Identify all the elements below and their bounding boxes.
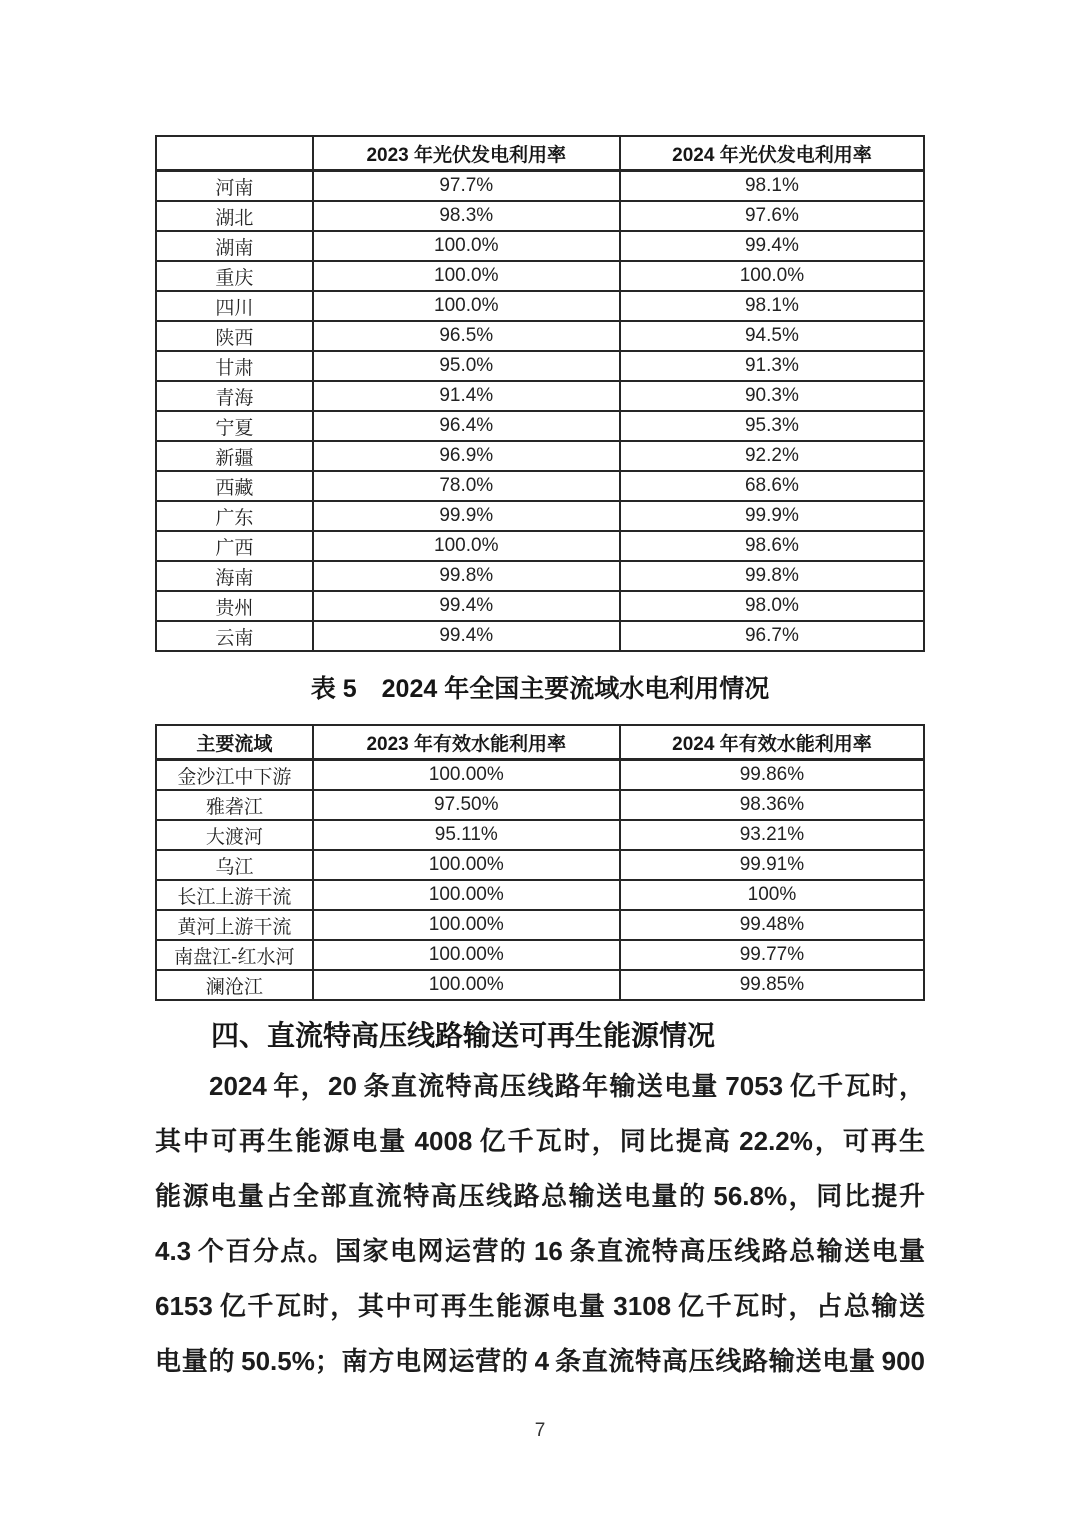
table-row: [156, 591, 924, 621]
table-cell: 长江上游干流: [156, 880, 313, 910]
table-row: [156, 790, 924, 820]
table-cell: 96.4%: [313, 411, 620, 441]
table-cell: 100.00%: [313, 760, 620, 791]
paragraph-line: 2024 年，20 条直流特高压线路年输送电量 7053 亿千瓦时，: [209, 1071, 925, 1101]
table-cell: 重庆: [156, 261, 313, 291]
pv-table-body: [156, 171, 924, 652]
table-cell: 乌江: [156, 850, 313, 880]
table-cell: 95.3%: [620, 411, 924, 441]
table-row: [156, 760, 924, 791]
table-row: [156, 351, 924, 381]
table-cell: 99.48%: [620, 910, 924, 940]
table-cell: 97.6%: [620, 201, 924, 231]
table-row: [156, 561, 924, 591]
table-cell: 100%: [620, 880, 924, 910]
table-row: [156, 531, 924, 561]
table-cell: 99.91%: [620, 850, 924, 880]
table-cell: 98.6%: [620, 531, 924, 561]
table-row: [156, 910, 924, 940]
table-cell: 99.4%: [620, 231, 924, 261]
table-cell: 96.5%: [313, 321, 620, 351]
table-cell: 97.7%: [313, 171, 620, 202]
table-cell: 广西: [156, 531, 313, 561]
table-row: [156, 850, 924, 880]
table5-caption: 表 5 2024 年全国主要流域水电利用情况: [310, 675, 770, 703]
table-cell: 98.1%: [620, 171, 924, 202]
column-header: 主要流域: [156, 725, 313, 760]
table-cell: 宁夏: [156, 411, 313, 441]
column-header: 2023 年有效水能利用率: [313, 725, 620, 760]
table-cell: 98.0%: [620, 591, 924, 621]
table-cell: 78.0%: [313, 471, 620, 501]
hydro-table-header-row: [156, 725, 924, 760]
table-row: [156, 171, 924, 202]
table-row: [156, 201, 924, 231]
table-cell: 陕西: [156, 321, 313, 351]
column-header: [156, 136, 313, 171]
table-row: [156, 880, 924, 910]
column-header: 2024 年有效水能利用率: [620, 725, 924, 760]
table-row: [156, 441, 924, 471]
table-cell: 100.00%: [313, 940, 620, 970]
table-cell: 92.2%: [620, 441, 924, 471]
table-cell: 100.00%: [313, 850, 620, 880]
table-cell: 99.85%: [620, 970, 924, 1000]
hydro-table-body: [156, 760, 924, 1001]
table-cell: 四川: [156, 291, 313, 321]
table-cell: 91.4%: [313, 381, 620, 411]
page-number: 7: [534, 1420, 546, 1441]
table-cell: 河南: [156, 171, 313, 202]
section-heading: 四、直流特高压线路输送可再生能源情况: [211, 1020, 716, 1051]
paragraph-line: 6153 亿千瓦时，其中可再生能源电量 3108 亿千瓦时，占总输送: [155, 1291, 925, 1321]
table-cell: 100.00%: [313, 880, 620, 910]
table-cell: 94.5%: [620, 321, 924, 351]
table-cell: 97.50%: [313, 790, 620, 820]
table-row: [156, 820, 924, 850]
table-row: [156, 621, 924, 651]
table-cell: 100.0%: [313, 291, 620, 321]
table-row: [156, 291, 924, 321]
table-cell: 99.9%: [313, 501, 620, 531]
table-cell: 黄河上游干流: [156, 910, 313, 940]
table-cell: 98.1%: [620, 291, 924, 321]
table-cell: 96.9%: [313, 441, 620, 471]
table-cell: 广东: [156, 501, 313, 531]
paragraph-line: 能源电量占全部直流特高压线路总输送电量的 56.8%，同比提升: [155, 1181, 925, 1211]
table-cell: 甘肃: [156, 351, 313, 381]
hydro-utilization-table: [155, 724, 925, 1001]
table-row: [156, 231, 924, 261]
table-row: [156, 501, 924, 531]
paragraph-line: 其中可再生能源电量 4008 亿千瓦时，同比提高 22.2%，可再生: [155, 1126, 925, 1156]
table-cell: 95.11%: [313, 820, 620, 850]
table-row: [156, 970, 924, 1000]
table-cell: 金沙江中下游: [156, 760, 313, 791]
table-cell: 100.0%: [313, 231, 620, 261]
table-cell: 99.4%: [313, 591, 620, 621]
table-cell: 澜沧江: [156, 970, 313, 1000]
table-cell: 海南: [156, 561, 313, 591]
table-cell: 95.0%: [313, 351, 620, 381]
table-cell: 91.3%: [620, 351, 924, 381]
table-row: [156, 261, 924, 291]
paragraph-line: 4.3 个百分点。国家电网运营的 16 条直流特高压线路总输送电量: [155, 1236, 925, 1266]
table-cell: 99.77%: [620, 940, 924, 970]
table-row: [156, 411, 924, 441]
table-cell: 99.4%: [313, 621, 620, 651]
table-cell: 100.0%: [620, 261, 924, 291]
pv-utilization-table: [155, 135, 925, 652]
table-row: [156, 471, 924, 501]
table-cell: 西藏: [156, 471, 313, 501]
table-cell: 青海: [156, 381, 313, 411]
table-cell: 99.8%: [313, 561, 620, 591]
table-cell: 90.3%: [620, 381, 924, 411]
table-cell: 南盘江-红水河: [156, 940, 313, 970]
table-cell: 96.7%: [620, 621, 924, 651]
table-cell: 93.21%: [620, 820, 924, 850]
table-cell: 100.0%: [313, 261, 620, 291]
table-cell: 98.3%: [313, 201, 620, 231]
table-cell: 湖南: [156, 231, 313, 261]
table-cell: 68.6%: [620, 471, 924, 501]
table-cell: 99.9%: [620, 501, 924, 531]
table-row: [156, 381, 924, 411]
table-cell: 100.00%: [313, 970, 620, 1000]
body-paragraph: [155, 1059, 925, 1389]
table-cell: 云南: [156, 621, 313, 651]
table-cell: 100.0%: [313, 531, 620, 561]
table-cell: 99.8%: [620, 561, 924, 591]
table-row: [156, 940, 924, 970]
pv-table-header-row: [156, 136, 924, 171]
table-cell: 贵州: [156, 591, 313, 621]
table-row: [156, 321, 924, 351]
column-header: 2024 年光伏发电利用率: [620, 136, 924, 171]
table-cell: 新疆: [156, 441, 313, 471]
table-cell: 湖北: [156, 201, 313, 231]
table-cell: 大渡河: [156, 820, 313, 850]
column-header: 2023 年光伏发电利用率: [313, 136, 620, 171]
paragraph-line: 电量的 50.5%；南方电网运营的 4 条直流特高压线路输送电量 900: [155, 1346, 925, 1376]
table-cell: 99.86%: [620, 760, 924, 791]
table-cell: 98.36%: [620, 790, 924, 820]
table-cell: 100.00%: [313, 910, 620, 940]
table-cell: 雅砻江: [156, 790, 313, 820]
